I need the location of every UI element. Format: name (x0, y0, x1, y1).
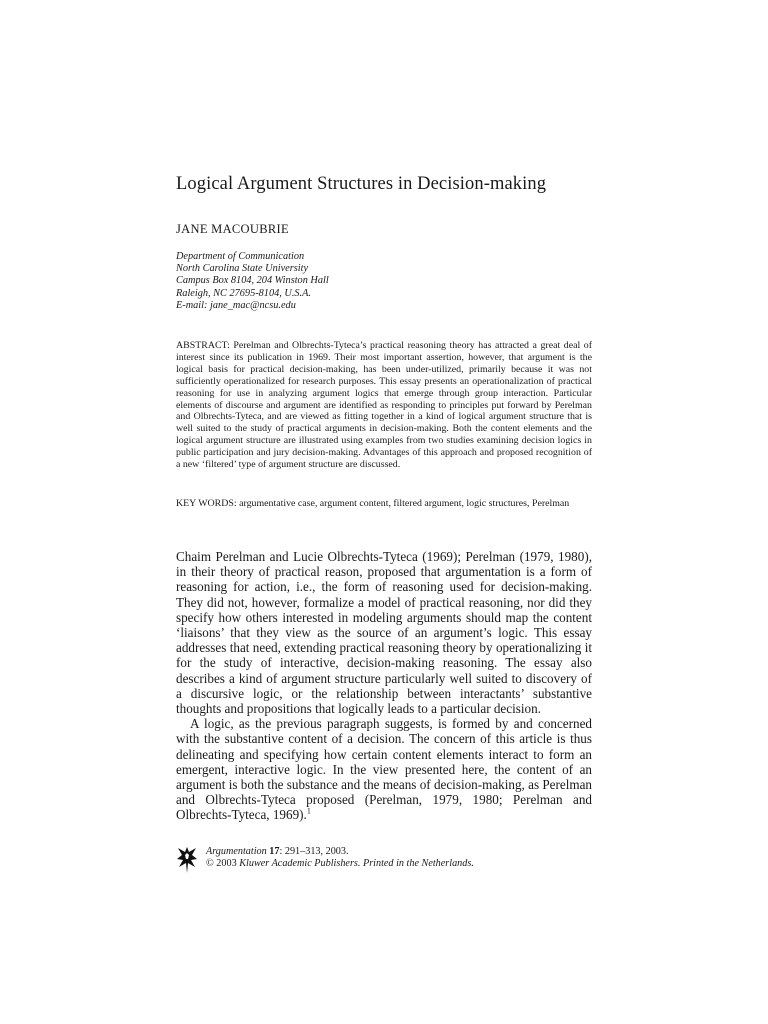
publication-footer (176, 843, 592, 883)
author-name: JANE MACOUBRIE (176, 222, 289, 236)
affiliation-email: E-mail: jane_mac@ncsu.edu (176, 299, 296, 311)
footer-citation (206, 846, 474, 870)
author-affiliation (176, 251, 329, 312)
footnote-marker[interactable]: 1 (306, 807, 311, 817)
publisher-name: Kluwer Academic Publishers. Printed in the Netherlands. (239, 858, 474, 870)
article-page (176, 0, 592, 1024)
article-body (176, 549, 592, 823)
affiliation-city: Raleigh, NC 27695-8104, U.S.A. (176, 287, 311, 299)
body-paragraph-1: Chaim Perelman and Lucie Olbrechts-Tyteca (1969); Perelman (1979, 1980), in their theory of practical reason, proposed that argumentation is a form of reasoning for action, i.e., the form of reasoning used for decision-making. They did not, however, formalize a model of practical reasoning, nor did they specify how others interested in modeling arguments should map the content ‘liaisons’ that they view as the source of an argument’s logic. This essay addresses that need, extending practical reasoning theory by operationalizing it for the study of interactive, decision-making reasoning. The essay also describes a kind of argument structure particularly well suited to discovery of a discursive logic, or the relationship between interactants’ substantive thoughts and propositions that logically leads to a particular decision. (176, 549, 592, 717)
article-title: Logical Argument Structures in Decision-making (176, 174, 547, 194)
copyright-symbol: © (206, 858, 214, 870)
footer-copyright-line (206, 858, 474, 870)
affiliation-university: North Carolina State University (176, 263, 309, 275)
keywords: KEY WORDS: argumentative case, argument content, filtered argument, logic structures, Perelman (176, 498, 570, 509)
journal-volume: 17 (269, 846, 280, 857)
journal-name: Argumentation (206, 846, 267, 857)
affiliation-department: Department of Communication (176, 251, 305, 262)
copyright-year: 2003 (216, 858, 237, 870)
body-paragraph-2-text: A logic, as the previous paragraph suggests, is formed by and concerned with the substantive content of a decision. The concern of this article is thus delineating and specifying how certain content elements interact to form an emergent, interactive logic. In the view presented here, the content of an argument is both the substance and the means of decision-making, as Perelman and Olbrechts-Tyteca proposed (Perelman, 1979, 1980; Perelman and Olbrechts-Tyteca, 1969). (176, 716, 592, 823)
footer-journal-line (206, 846, 474, 858)
affiliation-campus-box: Campus Box 8104, 204 Winston Hall (176, 275, 329, 287)
kluwer-logo-icon (176, 845, 198, 875)
body-paragraph-2 (176, 716, 592, 822)
journal-pages: : 291–313, 2003. (279, 846, 349, 857)
abstract: ABSTRACT: Perelman and Olbrechts-Tyteca’s practical reasoning theory has attracted a great deal of interest since its publication in 1969. Their most important assertion, however, that argument is the logical basis for practical decision-making, has been under-utilized, primarily because it was not sufficiently operationalized for research purposes. This essay presents an operationalization of practical reasoning for use in analyzing argument logics that emerge through group interaction. Particular elements of discourse and argument are identified as responding to principles put forward by Perelman and Olbrechts-Tyteca, and are viewed as fitting together in a kind of logical argument structure that is well suited to the study of practical arguments in decision-making. Both the content elements and the logical argument structure are illustrated using examples from two studies examining decision logics in public participation and jury decision-making. Advantages of this approach and proposed recognition of a new ‘filtered’ type of argument structure are discussed. (176, 340, 592, 471)
